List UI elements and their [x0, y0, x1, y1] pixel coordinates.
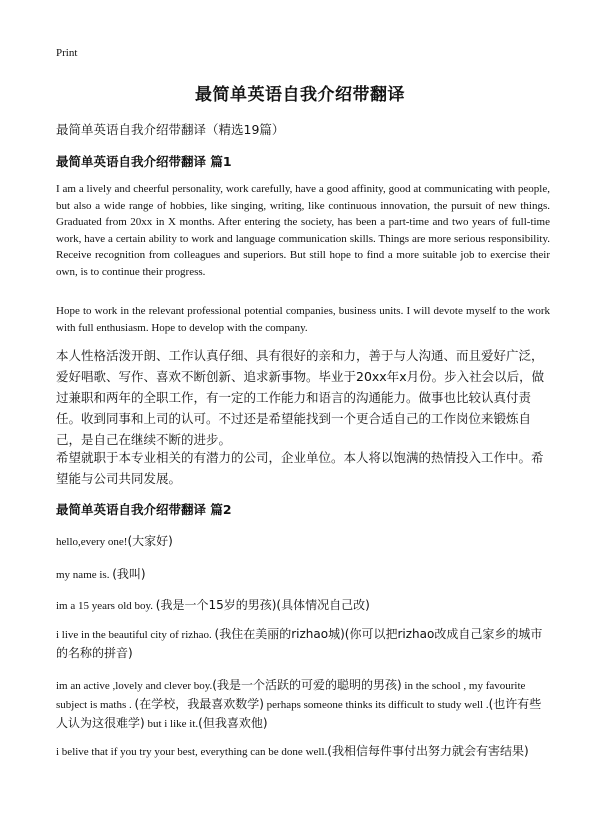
section-2-line-6: [56, 742, 550, 761]
page-title: 最简单英语自我介绍带翻译: [195, 85, 405, 105]
section-1-english-paragraph-2: Hope to work in the relevant professional potential companies, business units. I will devote myself to the work with full enthusiasm. Hope to develop with the company.: [56, 305, 550, 334]
line-6-chinese: (我相信每件事付出努力就会有害结果): [327, 744, 529, 758]
line-5-chinese-4: (但我喜欢他): [198, 716, 268, 730]
line-4-chinese: (我住在美丽的rizhao城)(你可以把rizhao改成自己家乡的城市的名称的拼音): [56, 627, 543, 660]
section-2-line-2: [56, 565, 550, 584]
line-1-english: hello,every one!: [56, 536, 128, 548]
line-5-english-4: but i like it.: [144, 718, 199, 730]
line-3-chinese: (我是一个15岁的男孩)(具体情况自己改): [155, 598, 370, 612]
line-2-chinese: (我叫): [112, 567, 146, 581]
line-4-english: i live in the beautiful city of rizhao.: [56, 629, 215, 641]
section-1-chinese-paragraph-2: 希望就职于本专业相关的有潜力的公司，企业单位。本人将以饱满的热情投入工作中。希望能与公司共同发展。: [56, 450, 544, 486]
line-3-english: im a 15 years old boy.: [56, 600, 156, 612]
document-subtitle: 最简单英语自我介绍带翻译（精选19篇）: [56, 122, 285, 137]
section-1-heading: 最简单英语自我介绍带翻译 篇1: [56, 154, 232, 169]
section-1-english-paragraph-1: I am a lively and cheerful personality, work carefully, have a good affinity, good at communicating with people, but also a wide range of hobbies, like singing, writing, like continuous innovation, the pursuit of new things. Graduated from 20xx in X months. After entering the society, has been a part-time and two years of full-time work, have a certain ability to work and language communication skills. Things are more serious responsibility. Receive recognition from colleagues and superiors. But still hope to find a more suitable job to exercise their own, is to continue their progress.: [56, 183, 550, 278]
section-2-heading: 最简单英语自我介绍带翻译 篇2: [56, 502, 232, 517]
line-5-english-2: in the school , my favourite subject is maths .: [56, 680, 526, 711]
line-2-english: my name is.: [56, 569, 113, 581]
line-5-chinese: (我是一个活跃的可爱的聪明的男孩): [212, 678, 402, 692]
section-2-line-1: [56, 532, 550, 551]
section-2-line-4: [56, 625, 550, 663]
line-5-english: im an active ,lovely and clever boy.: [56, 680, 213, 692]
line-5-english-3: perhaps someone thinks its difficult to study well .: [263, 699, 489, 711]
section-2-line-5: [56, 676, 550, 733]
line-5-chinese-2: (在学校，我最喜欢数学): [134, 697, 264, 711]
line-6-english: i belive that if you try your best, everything can be done well.: [56, 746, 328, 758]
section-1-chinese-paragraph-1: 本人性格活泼开朗、工作认真仔细、具有很好的亲和力，善于与人沟通、而且爱好广泛，爱好唱歌、写作、喜欢不断创新、追求新事物。毕业于20xx年x月份。步入社会以后，做过兼职和两年的全职工作，有一定的工作能力和语言的沟通能力。做事也比较认真付责任。收到同事和上司的认可。不过还是希望能找到一个更合适自己的工作岗位来锻炼自己，是自己在继续不断的进步。: [56, 348, 545, 447]
print-label[interactable]: Print: [56, 47, 78, 59]
line-1-chinese: (大家好): [127, 534, 173, 548]
section-2-line-3: [56, 596, 550, 615]
line-5-chinese-3: (也许有些人认为这很难学): [56, 697, 542, 730]
